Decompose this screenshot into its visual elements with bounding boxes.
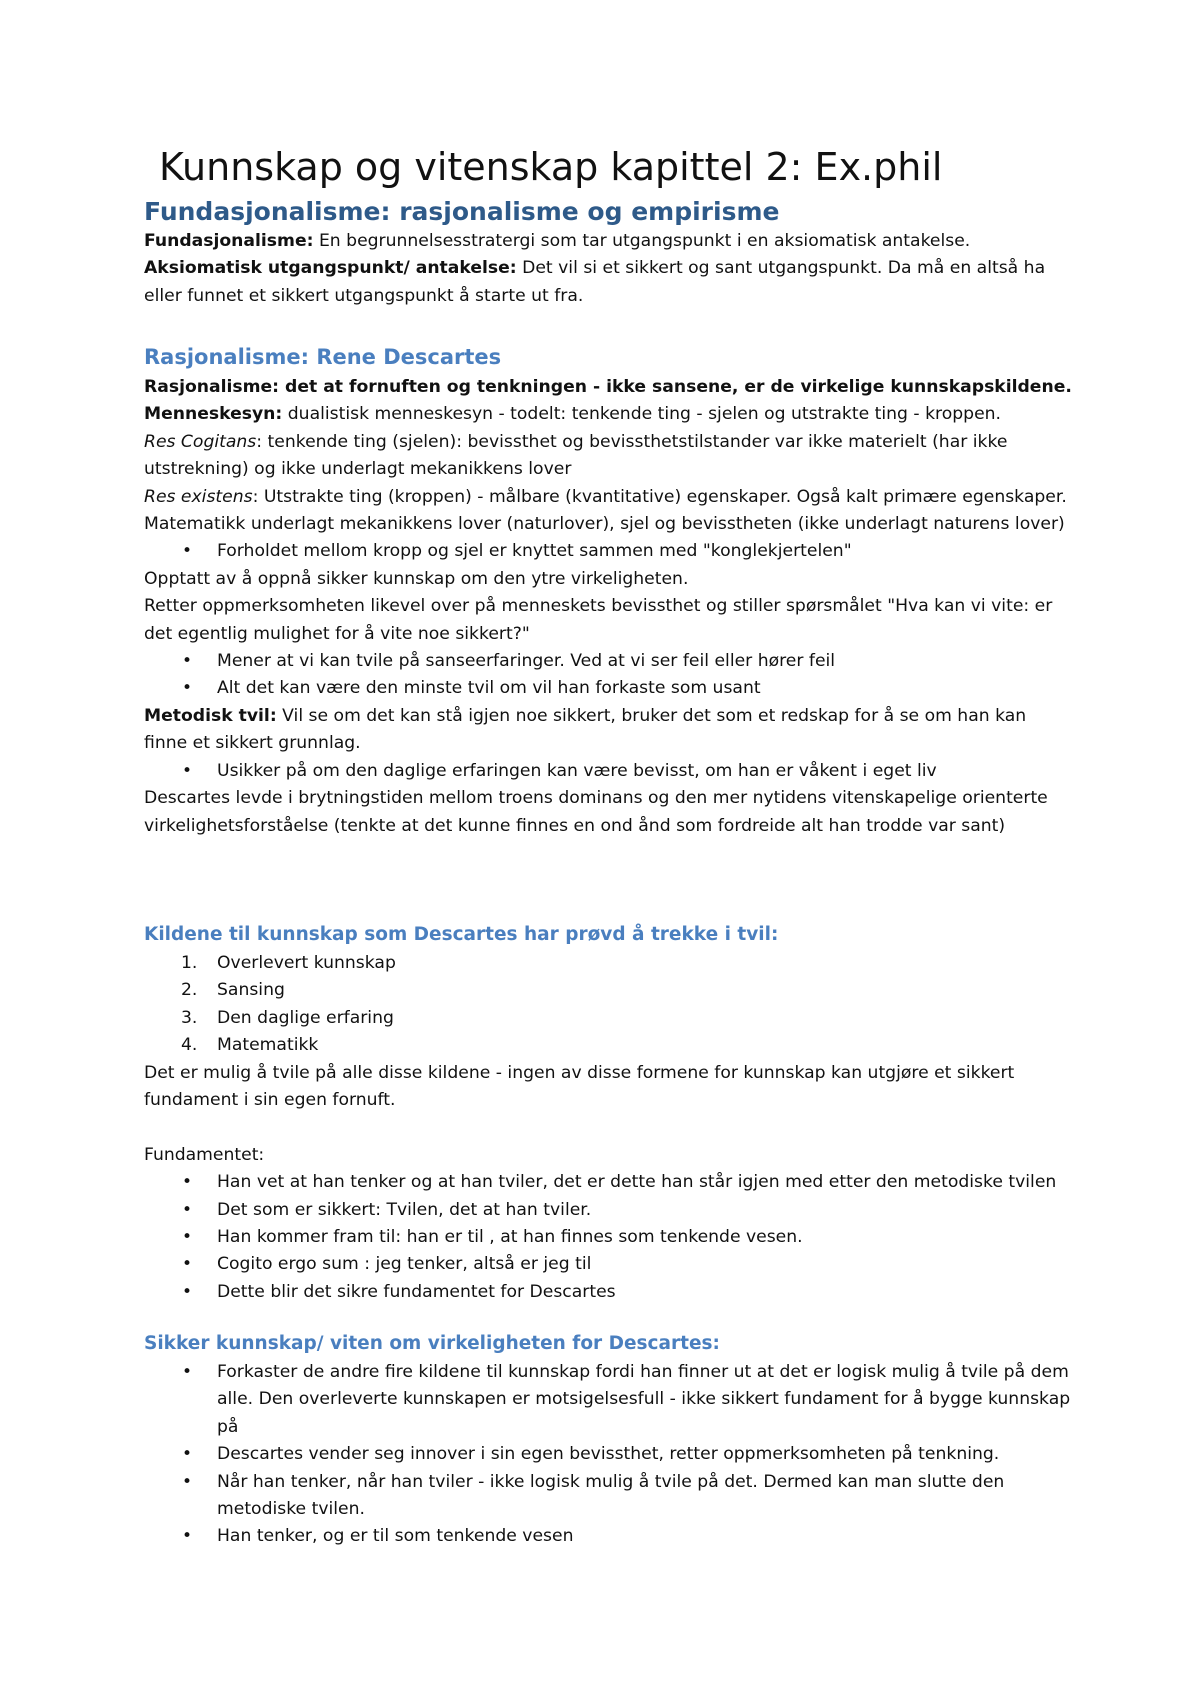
section-sikker-kunnskap [144, 1329, 1074, 1551]
list-number: 2. [181, 980, 198, 1001]
term: Rasjonalisme: det at fornuften og tenkningen - ikke sansene, er de virkelige kunnskapskildene. [144, 377, 1072, 397]
paragraph [144, 703, 1074, 758]
paragraph-text: En begrunnelsesstratergi som tar utgangspunkt i en aksiomatisk antakelse. [313, 231, 971, 251]
section-heading-rasjonalisme: Rasjonalisme: Rene Descartes [144, 345, 502, 369]
list-item: • Han vet at han tenker og at han tviler, det er dette han står igjen med etter den metodiske tvilen [144, 1169, 1074, 1196]
list-item: • Dette blir det sikre fundamentet for Descartes [144, 1279, 1074, 1306]
list-item: • Han kommer fram til: han er til , at han finnes som tenkende vesen. [144, 1224, 1074, 1251]
paragraph [144, 255, 1074, 310]
list-number: 1. [181, 953, 198, 973]
document-title: Kunnskap og vitenskap kapittel 2: Ex.phil [159, 145, 943, 189]
list-text: Matematikk [217, 1035, 319, 1056]
bullet-list [144, 758, 1074, 785]
section-rasjonalisme [144, 340, 1074, 840]
list-text: Sansing [217, 980, 285, 1001]
term: Aksiomatisk utgangspunkt/ antakelse: [144, 258, 517, 279]
list-item: • Mener at vi kan tvile på sanseerfaringer. Ved at vi ser feil eller hører feil [144, 648, 1074, 675]
list-item [144, 950, 1074, 977]
paragraph: Det er mulig å tvile på alle disse kildene - ingen av disse formene for kunnskap kan utgjøre et sikkert fundament i sin egen fornuft. [144, 1062, 1015, 1111]
bullet-list [144, 538, 1074, 565]
section-heading-sikker-kunnskap: Sikker kunnskap/ viten om virkeligheten for Descartes: [144, 1333, 720, 1354]
bullet-list [144, 648, 1074, 703]
list-text: Overlevert kunnskap [217, 953, 396, 973]
paragraph-text: dualistisk menneskesyn - todelt: tenkende ting - sjelen og utstrakte ting - kroppen. [282, 404, 1002, 425]
list-item: • Usikker på om den daglige erfaringen kan være bevisst, om han er våkent i eget liv [144, 758, 1074, 785]
section-kildene [144, 920, 1074, 1306]
numbered-list [144, 950, 1074, 1060]
list-item: • Forkaster de andre fire kildene til kunnskap fordi han finner ut at det er logisk mulig å tvile på dem alle. Den overleverte kunnskapen er motsigelsesfull - ikke sikkert fundament for å bygge kunnskap på [144, 1359, 1074, 1441]
list-item: • Descartes vender seg innover i sin egen bevissthet, retter oppmerksomheten på tenkning. [144, 1441, 1074, 1468]
paragraph: Descartes levde i brytningstiden mellom troens dominans og den mer nytidens vitenskapelige orienterte virkelighetsforståelse (tenkte at det kunne finnes en ond ånd som fordreide alt han trodde var sant) [144, 788, 1048, 836]
paragraph-text: Vil se om det kan stå igjen noe sikkert, bruker det som et redskap for å se om han kan finne et sikkert grunnlag. [144, 705, 1027, 754]
list-item [144, 1005, 1074, 1032]
section-heading-kildene: Kildene til kunnskap som Descartes har prøvd å trekke i tvil: [144, 924, 779, 945]
list-item: • Cogito ergo sum : jeg tenker, altså er jeg til [144, 1251, 1074, 1278]
list-item: • Forholdet mellom kropp og sjel er knyttet sammen med "konglekjertelen" [144, 538, 1074, 565]
term: Metodisk tvil: [144, 705, 277, 726]
term: Fundasjonalisme: [144, 231, 314, 251]
paragraph: Opptatt av å oppnå sikker kunnskap om den ytre virkeligheten. [144, 568, 689, 589]
list-item: • Han tenker, og er til som tenkende vesen [144, 1523, 1074, 1550]
paragraph [144, 374, 1074, 401]
paragraph-text: : tenkende ting (sjelen): bevissthet og bevissthetstilstander var ikke materielt (har ikke utstrekning) og ikke underlagt mekanikkens lover [144, 431, 1008, 480]
paragraph: Fundamentet: [144, 1144, 265, 1165]
list-item: • Alt det kan være den minste tvil om vil han forkaste som usant [144, 675, 1074, 702]
list-number: 3. [181, 1007, 198, 1028]
term: Menneskesyn: [144, 404, 283, 425]
list-number: 4. [181, 1035, 198, 1056]
bullet-list [144, 1359, 1074, 1551]
section-heading-fundasjonalisme: Fundasjonalisme: rasjonalisme og empirisme [144, 197, 780, 226]
paragraph [144, 401, 1074, 428]
term: Res existens [144, 486, 253, 507]
list-item [144, 1032, 1074, 1059]
list-item: • Når han tenker, når han tviler - ikke logisk mulig å tvile på det. Dermed kan man slutte den metodiske tvilen. [144, 1469, 1074, 1524]
spacer [144, 1114, 1074, 1141]
paragraph [144, 228, 1074, 255]
paragraph-text: Det vil si et sikkert og sant utgangspunkt. Da må en altså ha eller funnet et sikkert utgangspunkt å starte ut fra. [144, 258, 1046, 306]
bullet-list [144, 1169, 1074, 1306]
list-item: • Det som er sikkert: Tvilen, det at han tviler. [144, 1197, 1074, 1224]
paragraph [144, 484, 1074, 539]
list-item [144, 977, 1074, 1004]
paragraph [144, 429, 1074, 484]
paragraph-text: : Utstrakte ting (kroppen) - målbare (kvantitative) egenskaper. Også kalt primære egenskaper. Matematikk underlagt mekanikkens lover (naturlover), sjel og bevisstheten (ikke underlagt naturens lover) [144, 486, 1067, 535]
term: Res Cogitans [144, 431, 257, 452]
section-fundasjonalisme-body [144, 228, 1074, 310]
list-text: Den daglige erfaring [217, 1007, 394, 1028]
paragraph: Retter oppmerksomheten likevel over på menneskets bevissthet og stiller spørsmålet "Hva kan vi vite: er det egentlig mulighet for å vite noe sikkert?" [144, 596, 1053, 644]
